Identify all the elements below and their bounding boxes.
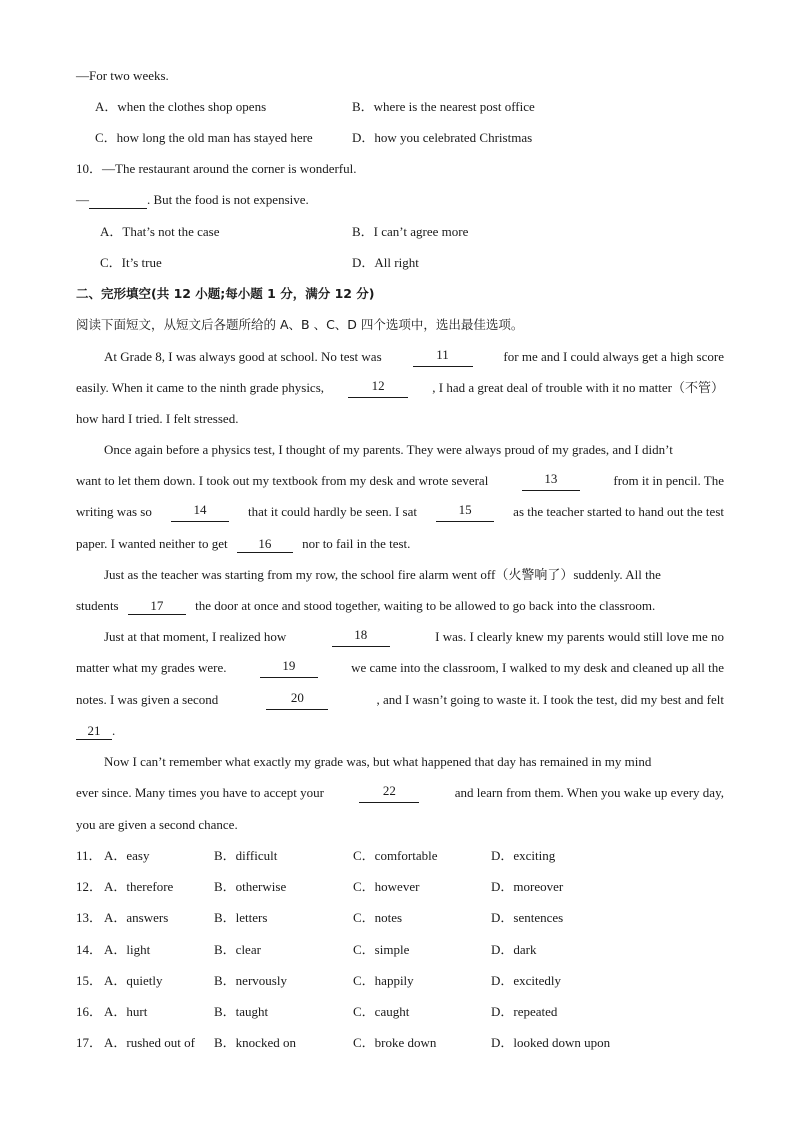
passage-text: writing was so bbox=[76, 504, 152, 519]
passage-text: , I had a great deal of trouble with it no matter（不管） bbox=[432, 380, 724, 395]
passage-line bbox=[104, 627, 724, 647]
option-d: D．exciting bbox=[491, 848, 556, 863]
passage-text: students bbox=[76, 598, 119, 613]
passage-line bbox=[76, 502, 724, 522]
option-c: C．however bbox=[353, 879, 420, 895]
option-a: A．hurt bbox=[104, 1004, 148, 1019]
option-c: C．notes bbox=[353, 910, 403, 926]
passage-text: we came into the classroom, I walked to my desk and cleaned up all the bbox=[351, 660, 724, 675]
passage-line bbox=[104, 347, 724, 367]
passage-text: for me and I could always get a high score bbox=[503, 349, 724, 364]
q10-blank bbox=[89, 192, 147, 209]
passage-text: the door at once and stood together, waiting to be allowed to go back into the classroom. bbox=[195, 598, 656, 613]
blank-20: 20 bbox=[266, 690, 328, 710]
option-b: B．letters bbox=[214, 910, 268, 926]
passage-text: Just at that moment, I realized how bbox=[104, 629, 287, 644]
option-d: D．sentences bbox=[491, 910, 564, 926]
option-d: D．excitedly bbox=[491, 972, 562, 988]
option-a: A．answers bbox=[104, 910, 169, 926]
option-c: C．caught bbox=[353, 1004, 410, 1019]
option-a: A．easy bbox=[104, 848, 150, 863]
passage-text: easily. When it came to the ninth grade physics, bbox=[76, 380, 325, 395]
passage-line: Just as the teacher was starting from my row, the school fire alarm went off（火警响了）suddenly. All the bbox=[104, 567, 661, 582]
q10-reply bbox=[76, 190, 724, 210]
passage-text: want to let them down. I took out my textbook from my desk and wrote several bbox=[76, 473, 489, 488]
option-c: C．happily bbox=[353, 972, 414, 988]
passage-text: nor to fail in the test. bbox=[302, 536, 411, 551]
passage-line bbox=[76, 690, 724, 710]
q10-option-a: A．That’s not the case bbox=[100, 224, 220, 239]
passage-line: Now I can’t remember what exactly my grade was, but what happened that day has remained in my mind bbox=[104, 754, 652, 769]
blank-16: 16 bbox=[237, 536, 293, 553]
q10-option-b: B．I can’t agree more bbox=[352, 224, 469, 239]
option-d: D．moreover bbox=[491, 879, 564, 895]
question-number: 16． bbox=[76, 1004, 103, 1019]
question-number: 11． bbox=[76, 848, 102, 863]
q9-option-c: C．how long the old man has stayed here bbox=[95, 130, 313, 145]
question-number: 13． bbox=[76, 910, 103, 926]
q9-option-d: D．how you celebrated Christmas bbox=[352, 130, 533, 145]
option-c: C．broke down bbox=[353, 1035, 437, 1051]
option-a: A．therefore bbox=[104, 879, 174, 895]
passage-line bbox=[76, 378, 724, 398]
blank-15: 15 bbox=[436, 502, 494, 522]
passage-line: Once again before a physics test, I thought of my parents. They were always proud of my grades, and I didn’t bbox=[104, 442, 673, 457]
option-b: B．knocked on bbox=[214, 1035, 296, 1051]
passage-text: notes. I was given a second bbox=[76, 692, 219, 707]
option-d: D．looked down upon bbox=[491, 1035, 611, 1051]
q10-option-d: D．All right bbox=[352, 255, 419, 270]
passage-text: from it in pencil. The bbox=[613, 473, 724, 488]
option-c: C．comfortable bbox=[353, 848, 438, 863]
blank-18: 18 bbox=[332, 627, 390, 647]
q9-option-a: A．when the clothes shop opens bbox=[95, 99, 267, 114]
option-d: D．repeated bbox=[491, 1004, 558, 1019]
q10-reply-rest: . But the food is not expensive. bbox=[147, 192, 309, 207]
passage-text: as the teacher started to hand out the test bbox=[513, 504, 724, 519]
passage-text: matter what my grades were. bbox=[76, 660, 227, 675]
passage-text: At Grade 8, I was always good at school. No test was bbox=[104, 349, 382, 364]
option-d: D．dark bbox=[491, 941, 537, 957]
section-heading: 二、完形填空(共 12 小题;每小题 1 分，满分 12 分) bbox=[76, 286, 375, 301]
blank-14: 14 bbox=[171, 502, 229, 522]
passage-text: ever since. Many times you have to accept your bbox=[76, 785, 324, 800]
blank-17: 17 bbox=[128, 598, 186, 615]
question-number: 14． bbox=[76, 941, 103, 957]
option-a: A．quietly bbox=[104, 972, 163, 988]
blank-12: 12 bbox=[348, 378, 408, 398]
option-b: B．clear bbox=[214, 941, 261, 957]
q10-option-c: C．It’s true bbox=[100, 255, 162, 270]
passage-text: . bbox=[112, 723, 116, 738]
blank-22: 22 bbox=[359, 783, 419, 803]
passage-text: , and I wasn’t going to waste it. I took the test, did my best and felt bbox=[376, 692, 724, 707]
passage-line bbox=[76, 534, 724, 554]
blank-19: 19 bbox=[260, 658, 318, 678]
passage-line: how hard I tried. I felt stressed. bbox=[76, 411, 239, 426]
option-b: B．taught bbox=[214, 1004, 269, 1019]
option-a: A．light bbox=[104, 941, 151, 957]
passage-line: you are given a second chance. bbox=[76, 817, 238, 832]
option-b: B．otherwise bbox=[214, 879, 287, 895]
question-number: 17． bbox=[76, 1035, 103, 1051]
question-number: 15． bbox=[76, 972, 103, 988]
blank-11: 11 bbox=[413, 347, 473, 367]
option-a: A．rushed out of bbox=[104, 1035, 195, 1051]
q10-stem: 10．—The restaurant around the corner is wonderful. bbox=[76, 161, 357, 176]
question-number: 12． bbox=[76, 879, 103, 895]
passage-text: that it could hardly be seen. I sat bbox=[248, 504, 417, 519]
passage-text: and learn from them. When you wake up every day, bbox=[454, 785, 724, 800]
passage-line bbox=[76, 658, 724, 678]
blank-21: 21 bbox=[76, 723, 112, 740]
passage-line bbox=[76, 596, 724, 616]
passage-text: paper. I wanted neither to get bbox=[76, 536, 228, 551]
q9-option-b: B．where is the nearest post office bbox=[352, 99, 535, 114]
blank-13: 13 bbox=[522, 471, 580, 491]
option-c: C．simple bbox=[353, 941, 410, 957]
option-b: B．difficult bbox=[214, 848, 278, 863]
passage-line bbox=[76, 721, 724, 741]
passage-line bbox=[76, 783, 724, 803]
passage-line bbox=[76, 471, 724, 491]
option-b: B．nervously bbox=[214, 972, 287, 988]
section-instruction: 阅读下面短文，从短文后各题所给的 A、B 、C、D 四个选项中，选出最佳选项。 bbox=[76, 317, 524, 332]
q10-reply-dash: — bbox=[76, 192, 89, 207]
q9-answer-line: —For two weeks. bbox=[76, 68, 169, 83]
passage-text: I was. I clearly knew my parents would still love me no bbox=[435, 629, 724, 644]
